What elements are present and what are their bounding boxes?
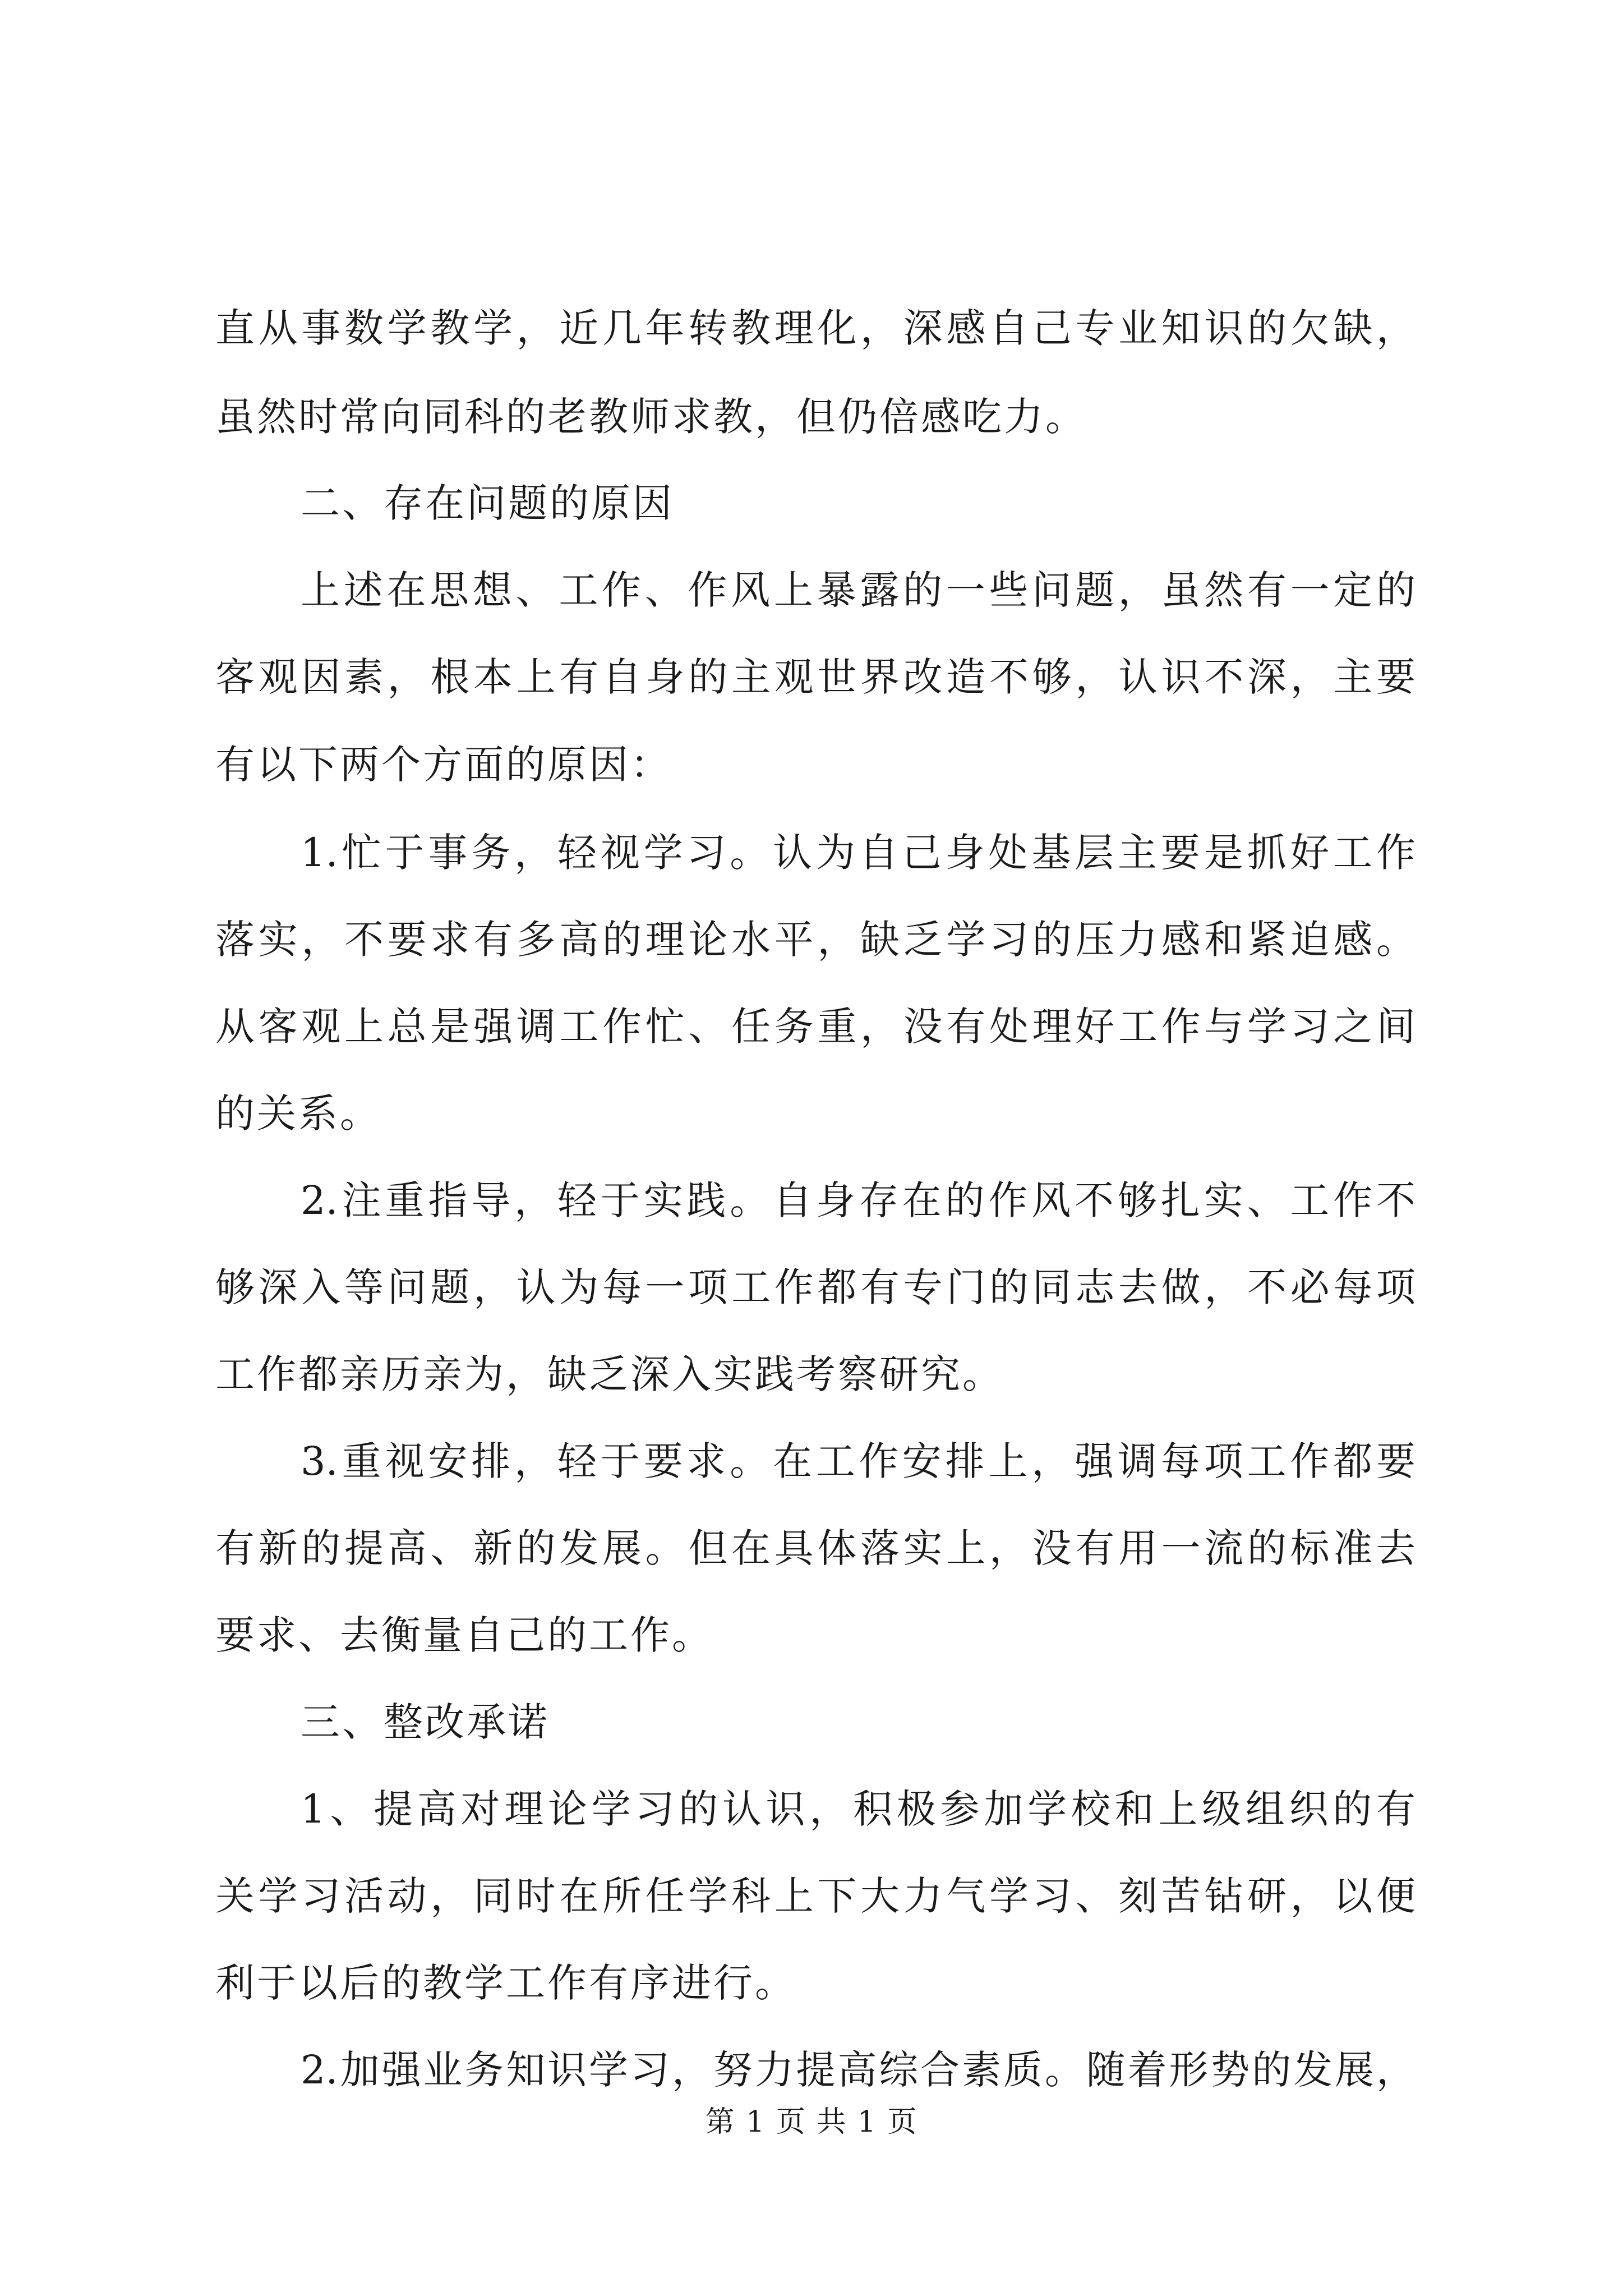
- text-line: 要求、去衡量自己的工作。: [215, 1612, 713, 1658]
- text-line: 虽然时常向同科的老教师求教，但仍倍感吃力。: [215, 394, 1087, 440]
- section-heading: 二、存在问题的原因: [301, 480, 674, 526]
- text-line: 1.忙于事务，轻视学习。认为自己身处基层主要是抓好工作: [301, 830, 1415, 876]
- text-line: 工作都亲历亲为，缺乏深入实践考察研究。: [215, 1351, 1004, 1397]
- text-line: 1、提高对理论学习的认识，积极参加学校和上级组织的有: [301, 1786, 1415, 1832]
- text-line: 从客观上总是强调工作忙、任务重，没有处理好工作与学习之间: [215, 1004, 1415, 1050]
- text-line: 关学习活动，同时在所任学科上下大力气学习、刻苦钻研，以便: [215, 1873, 1415, 1919]
- text-line: 有新的提高、新的发展。但在具体落实上，没有用一流的标准去: [215, 1525, 1415, 1571]
- text-line: 上述在思想、工作、作风上暴露的一些问题，虽然有一定的: [301, 567, 1415, 613]
- text-line: 客观因素，根本上有自身的主观世界改造不够，认识不深，主要: [215, 654, 1415, 700]
- text-line: 有以下两个方面的原因：: [215, 742, 672, 788]
- text-line: 的关系。: [215, 1091, 381, 1137]
- text-line: 够深入等问题，认为每一项工作都有专门的同志去做，不必每项: [215, 1264, 1415, 1310]
- text-line: 利于以后的教学工作有序进行。: [215, 1960, 796, 2006]
- text-line: 2.加强业务知识学习，努力提高综合素质。随着形势的发展，: [301, 2047, 1415, 2093]
- text-line: 落实，不要求有多高的理论水平，缺乏学习的压力感和紧迫感。: [215, 917, 1415, 963]
- section-heading: 三、整改承诺: [301, 1699, 550, 1745]
- page-number-footer: 第 1 页 共 1 页: [705, 2105, 918, 2139]
- text-line: 3.重视安排，轻于要求。在工作安排上，强调每项工作都要: [301, 1438, 1415, 1484]
- text-line: 直从事数学教学，近几年转教理化，深感自己专业知识的欠缺，: [215, 305, 1415, 351]
- text-line: 2.注重指导，轻于实践。自身存在的作风不够扎实、工作不: [301, 1177, 1415, 1223]
